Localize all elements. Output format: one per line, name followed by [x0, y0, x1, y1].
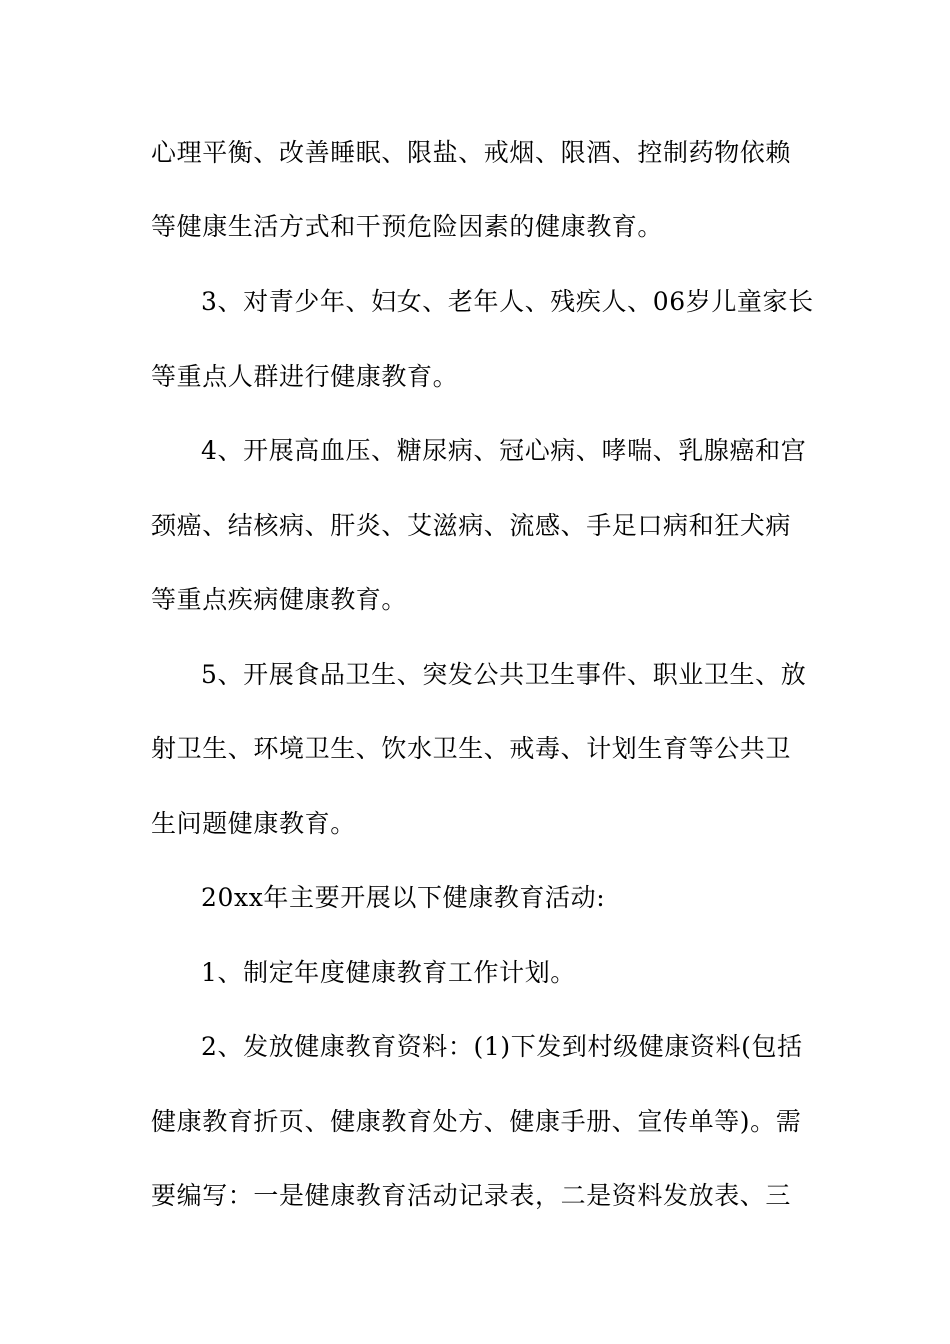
- text-line-4: 等重点人群进行健康教育。: [151, 362, 459, 391]
- text-line-1: 心理平衡、改善睡眠、限盐、戒烟、限酒、控制药物依赖: [151, 138, 792, 167]
- text-line-2: 等健康生活方式和干预危险因素的健康教育。: [151, 212, 664, 241]
- text-line-11: 20xx年主要开展以下健康教育活动:: [201, 883, 606, 912]
- text-line-15: 要编写：一是健康教育活动记录表，二是资料发放表、三: [151, 1181, 792, 1210]
- text-line-5: 4、开展高血压、糖尿病、冠心病、哮喘、乳腺癌和宫: [201, 436, 807, 465]
- text-line-7: 等重点疾病健康教育。: [151, 585, 408, 614]
- text-line-6: 颈癌、结核病、肝炎、艾滋病、流感、手足口病和狂犬病: [151, 511, 792, 540]
- text-line-3: 3、对青少年、妇女、老年人、残疾人、06岁儿童家长: [201, 287, 814, 316]
- text-line-9: 射卫生、环境卫生、饮水卫生、戒毒、计划生育等公共卫: [151, 734, 792, 763]
- text-line-14: 健康教育折页、健康教育处方、健康手册、宣传单等)。需: [151, 1107, 802, 1136]
- text-line-12: 1、制定年度健康教育工作计划。: [201, 958, 576, 987]
- text-line-8: 5、开展食品卫生、突发公共卫生事件、职业卫生、放: [201, 660, 807, 689]
- text-line-13: 2、发放健康教育资料：(1)下发到村级健康资料(包括: [201, 1032, 803, 1061]
- text-line-10: 生问题健康教育。: [151, 809, 356, 838]
